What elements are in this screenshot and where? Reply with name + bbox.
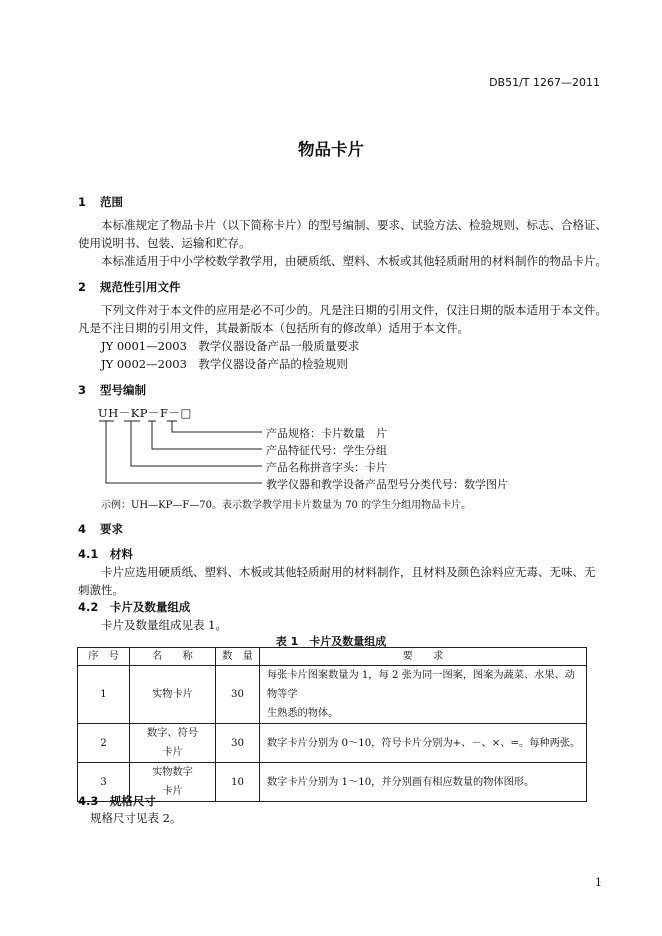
subsection-number: 4.2 <box>78 600 99 614</box>
table-row <box>78 666 587 724</box>
section-number: 2 <box>78 280 87 294</box>
subsection-4-2-heading <box>78 599 190 615</box>
section-number: 1 <box>78 195 87 209</box>
column-header: 名 称 <box>130 648 216 666</box>
cell-requirement: 每张卡片图案数量为 1，每 2 张为同一图案，图案为蔬菜、水果、动物等学 生熟悉的物体。 <box>260 666 587 724</box>
section-title: 范围 <box>100 195 123 209</box>
reference-item: JY 0002—2003 教学仪器设备产品的检验规则 <box>101 357 348 371</box>
page-number: 1 <box>595 876 602 889</box>
diagram-leader <box>106 421 262 483</box>
paragraph: 凡是不注日期的引用文件，其最新版本（包括所有的修改单）适用于本文件。 <box>78 321 469 335</box>
cell-no: 1 <box>78 666 130 724</box>
subsection-4-1-heading <box>78 546 133 562</box>
model-code: UH－KP－F－□ <box>98 406 192 420</box>
section-title: 要求 <box>100 522 123 536</box>
column-header: 数 量 <box>216 648 260 666</box>
example-note: 示例：UH—KP—F—70。表示数学教学用卡片数量为 70 的学生分组用物品卡片。 <box>101 500 472 511</box>
subsection-4-3-heading <box>78 793 156 809</box>
subsection-number: 4.1 <box>78 547 99 561</box>
standard-number: DB51/T 1267—2011 <box>489 76 600 89</box>
diagram-label: 产品名称拼音字头：卡片 <box>266 461 387 474</box>
diagram-leader <box>172 421 262 432</box>
diagram-leader <box>131 421 262 466</box>
paragraph: 本标准规定了物品卡片（以下简称卡片）的型号编制、要求、试验方法、检验规则、标志、合格证、 <box>101 218 607 232</box>
section-title: 规范性引用文件 <box>100 280 181 294</box>
table-1 <box>77 647 587 802</box>
subsection-title: 卡片及数量组成 <box>109 600 191 614</box>
cell-qty: 30 <box>216 724 260 763</box>
section-4-heading <box>78 521 123 537</box>
document-title: 物品卡片 <box>298 140 364 159</box>
paragraph: 卡片应选用硬质纸、塑料、木板或其他轻质耐用的材料制作，且材料及颜色涂料应无毒、无味、无 <box>101 565 596 579</box>
table-row <box>78 724 587 763</box>
cell-requirement: 数字卡片分别为 0～10，符号卡片分别为+、－、×、=。每种两张。 <box>260 724 587 763</box>
diagram-label: 产品规格：卡片数量 片 <box>266 427 387 440</box>
column-header: 要 求 <box>260 648 587 666</box>
paragraph: 下列文件对于本文件的应用是必不可少的。凡是注日期的引用文件，仅注日期的版本适用于本文件。 <box>101 303 607 317</box>
paragraph: 使用说明书、包装、运输和贮存。 <box>78 236 251 250</box>
diagram-label: 教学仪器和教学设备产品型号分类代号：数学图片 <box>266 478 508 491</box>
section-number: 4 <box>78 522 87 536</box>
subsection-title: 规格尺寸 <box>109 794 156 808</box>
reference-item: JY 0001—2003 教学仪器设备产品一般质量要求 <box>101 339 360 353</box>
cell-requirement: 数字卡片分别为 1～10，并分别画有相应数量的物体图形。 <box>260 763 587 802</box>
paragraph: 卡片及数量组成见表 1。 <box>101 618 227 632</box>
cell-name: 实物数字 卡片 <box>130 763 216 802</box>
table-caption: 表 1 卡片及数量组成 <box>275 635 387 648</box>
subsection-title: 材料 <box>109 547 133 561</box>
section-title: 型号编制 <box>100 383 146 397</box>
cell-no: 2 <box>78 724 130 763</box>
diagram-leader <box>152 421 262 449</box>
cell-name: 实物卡片 <box>130 666 216 724</box>
paragraph: 规格尺寸见表 2。 <box>90 811 182 825</box>
cell-name: 数字、符号 卡片 <box>130 724 216 763</box>
diagram-label: 产品特征代号：学生分组 <box>266 444 387 457</box>
table-header-row <box>78 648 587 666</box>
cell-qty: 30 <box>216 666 260 724</box>
subsection-number: 4.3 <box>78 794 99 808</box>
section-number: 3 <box>78 383 87 397</box>
cell-qty: 10 <box>216 763 260 802</box>
cell-no: 3 <box>78 763 130 802</box>
paragraph: 刺激性。 <box>78 583 124 597</box>
paragraph: 本标准适用于中小学校数学教学用，由硬质纸、塑料、木板或其他轻质耐用的材料制作的物品卡片。 <box>101 254 607 268</box>
column-header: 序 号 <box>78 648 130 666</box>
